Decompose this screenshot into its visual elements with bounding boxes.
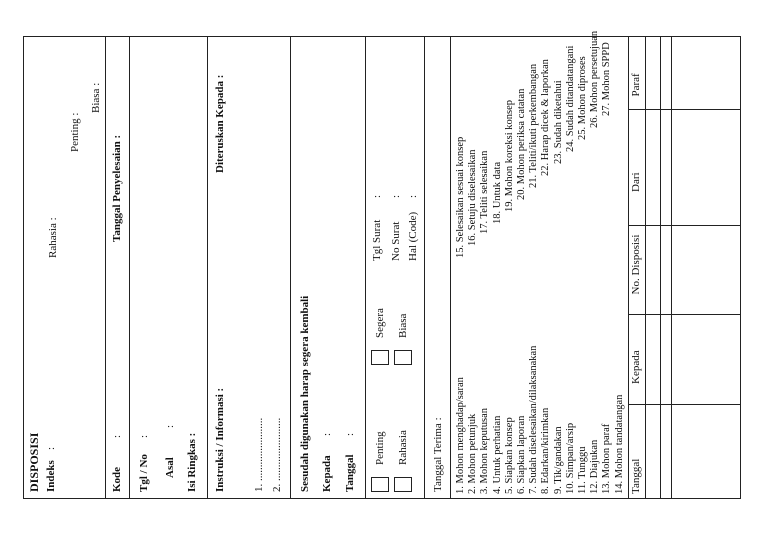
instruction-item: 10. Simpan/arsip: [564, 422, 576, 494]
return-section: [291, 37, 366, 498]
instruction-item: 16. Setuju diselesaikan: [467, 149, 479, 246]
table-header-cell: Tanggal: [630, 458, 642, 494]
instruction-list-section: [451, 30, 629, 498]
tanggal-colon: :: [344, 432, 356, 436]
instruction-item: 9. Tik/gandakan: [552, 426, 564, 494]
hal-label: Hal (Code): [407, 211, 419, 261]
table-header-cell: No. Disposisi: [630, 234, 642, 295]
instruction-section: [208, 37, 291, 498]
rahasia-label: Rahasia :: [47, 217, 59, 258]
kode-colon: :: [111, 434, 123, 438]
no-surat-colon: :: [390, 194, 402, 198]
table-header-cell: Dari: [630, 172, 642, 192]
table-header-cell: Kepada: [630, 350, 642, 384]
asal-label: Asal: [164, 457, 176, 478]
instruction-item: 6. Siapkan laporan: [516, 415, 527, 494]
tanggal-penyelesaian-label: Tanggal Penyelesaian :: [111, 134, 123, 242]
tanggal-terima-label: Tanggal Terima :: [432, 417, 444, 492]
rahasia-checkbox[interactable]: [394, 477, 412, 492]
instruksi-line-1: 1. .......................: [253, 417, 265, 492]
indeks-label: Indeks: [45, 460, 57, 492]
rahasia-option-label: Rahasia: [397, 430, 409, 465]
instruction-item: 27. Mohon SPPD: [601, 42, 613, 116]
instruction-item: 12. Diajukan: [589, 439, 601, 494]
instruction-item: 24. Sudah ditandatangani: [564, 45, 576, 152]
disposition-form: [23, 30, 741, 499]
form-title: DISPOSISI: [27, 432, 41, 492]
kepada-colon: :: [321, 432, 333, 436]
letter-info-section: [130, 37, 208, 498]
kepada-label: Kepada: [321, 455, 333, 492]
table-header-cell: Paraf: [630, 73, 642, 97]
received-date-section: [425, 37, 451, 498]
instruction-item: 7. Sudah diselesaikan/dilaksanakan: [528, 345, 540, 494]
instruction-item: 3. Mohon keputusan: [479, 407, 491, 494]
return-note: Sesudah digunakan harap segera kembali: [299, 295, 311, 492]
instruction-item: 26. Mohon persetujuan: [589, 30, 601, 128]
biasa-checkbox[interactable]: [394, 350, 412, 365]
instruction-item: 21. Teliti/ikuti perkembangan: [528, 63, 540, 188]
instruction-item: 13. Mohon paraf: [601, 423, 613, 494]
segera-option-label: Segera: [374, 308, 386, 338]
instruction-item: 17. Teliti selesaikan: [479, 150, 491, 234]
tgl-surat-colon: :: [371, 194, 383, 198]
instruction-item: 19. Mohon koreksi konsep: [503, 100, 515, 212]
instruction-item: 1. Mohon menghadap/saran: [455, 377, 466, 494]
penting-option-label: Penting: [374, 431, 386, 465]
header-section: [24, 37, 106, 498]
penting-label: Penting :: [69, 112, 81, 152]
instruksi-line-2: 2. .......................: [271, 417, 283, 492]
tanggal-label: Tanggal: [344, 454, 356, 492]
segera-checkbox[interactable]: [371, 350, 389, 365]
instruction-item: 15. Selesaikan sesuai konsep: [455, 136, 466, 258]
tgl-no-label: Tgl / No: [138, 454, 150, 492]
kode-section: [106, 37, 130, 498]
hal-colon: :: [407, 194, 419, 198]
no-surat-label: No Surat: [390, 221, 402, 261]
instruction-item: 14. Mohon tandatangan: [613, 394, 625, 494]
biasa-label: Biasa :: [90, 82, 102, 113]
classification-section: [366, 37, 425, 498]
instruction-item: 2. Mohon petunjuk: [467, 413, 479, 494]
penting-checkbox[interactable]: [371, 477, 389, 492]
disposition-log-table: [629, 37, 740, 498]
instruction-item: 20. Mohon periksa catatan: [516, 88, 527, 200]
tgl-no-colon: :: [138, 434, 150, 438]
instruction-item: 25. Mohon diproses: [577, 56, 588, 140]
instruction-item: 4. Untuk perhatian: [491, 415, 503, 494]
isi-ringkas-label: Isi Ringkas :: [186, 432, 198, 492]
kode-label: Kode: [111, 466, 123, 492]
asal-colon: :: [164, 424, 176, 428]
instruction-item: 11. Tunggu: [577, 446, 588, 494]
table-header-row: [629, 37, 645, 498]
tgl-surat-label: Tgl Surat: [371, 219, 383, 261]
instruksi-label: Instruksi / Informasi :: [214, 387, 226, 492]
instruction-item: 23. Sudah diketahui: [552, 80, 564, 164]
instruction-item: 5. Siapkan konsep: [503, 417, 515, 494]
diteruskan-label: Diteruskan Kepada :: [214, 74, 226, 173]
indeks-colon: :: [45, 446, 57, 450]
instruction-item: 22. Harap dicek & laporkan: [540, 59, 552, 176]
biasa-option-label: Biasa: [397, 313, 409, 338]
instruction-item: 18. Untuk data: [491, 161, 503, 224]
instruction-item: 8. Edarkan/kirimkan: [540, 407, 552, 494]
